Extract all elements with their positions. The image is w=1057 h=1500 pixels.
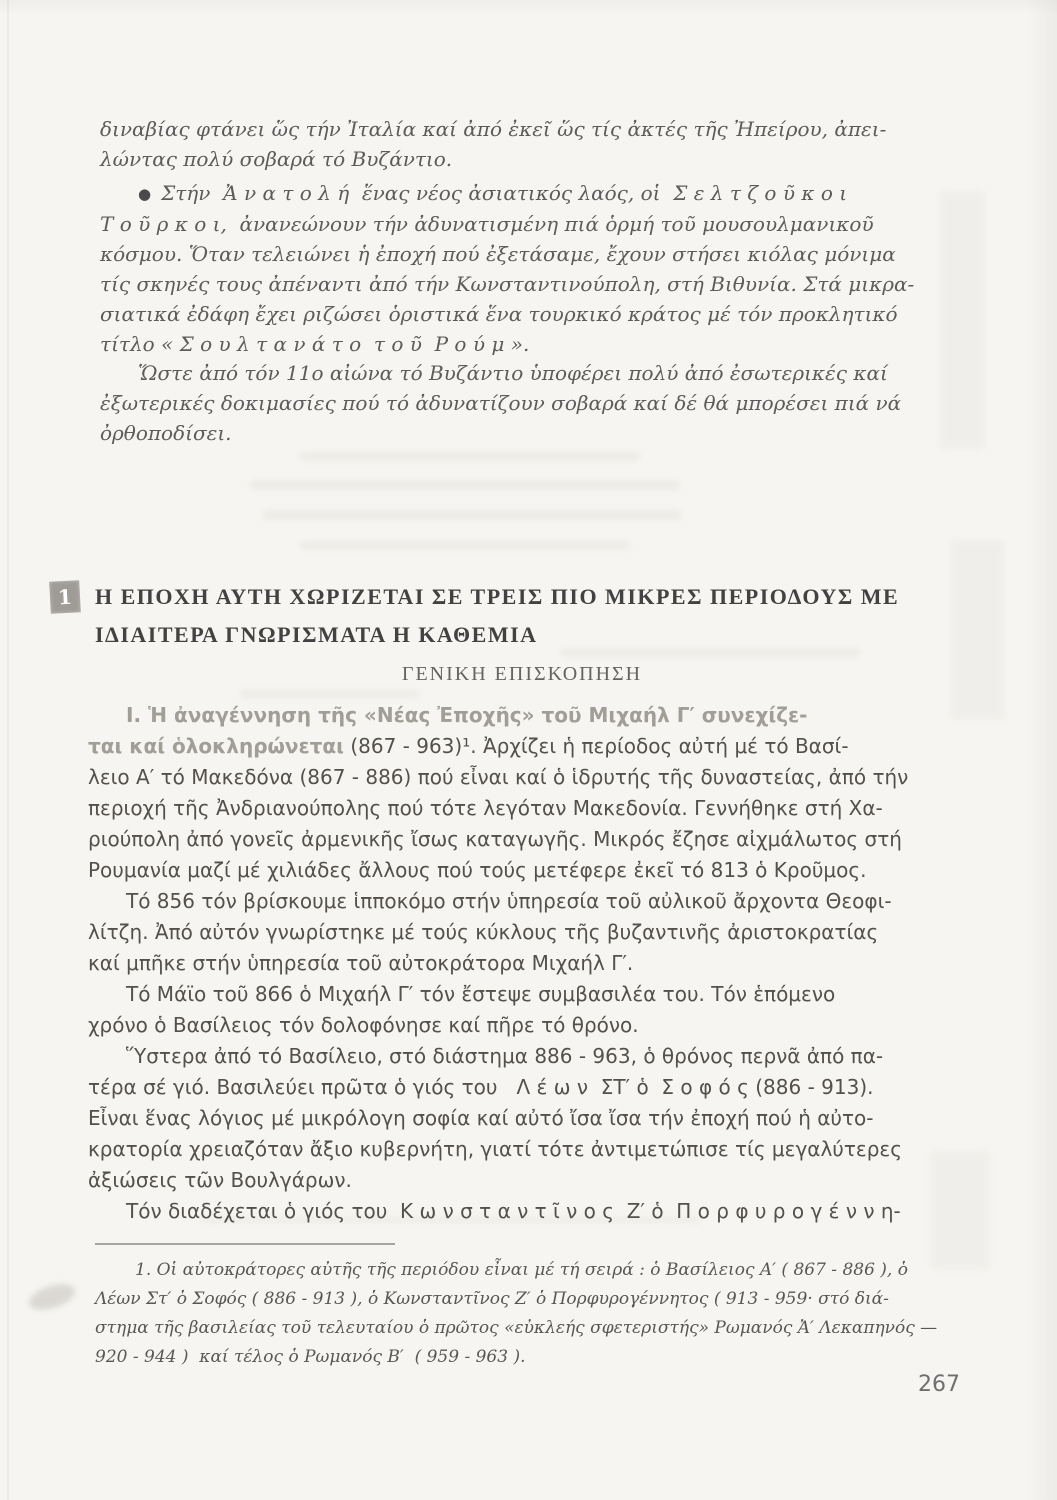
bleedthrough-ghost-line — [262, 510, 682, 520]
overview-body — [88, 700, 988, 1227]
text-line: Ὥστε ἀπό τόν 11ο αἰώνα τό Βυζάντιο ὑποφέρει πολύ ἀπό ἐσωτερικές καί — [138, 361, 888, 385]
text-line: ριούπολη ἀπό γονεῖς ἀρμενικῆς ἴσως καταγωγῆς. Μικρός ἔζησε αἰχμάλωτος στή — [88, 827, 902, 851]
bleedthrough-ghost-line — [250, 480, 680, 490]
overview-lead-line: Ι. Ἡ ἀναγέννηση τῆς «Νέας Ἐποχῆς» τοῦ Μιχαήλ Γ′ συνεχίζε- — [126, 703, 808, 727]
overview-lead-emphasis: ται καί ὁλοκληρώνεται — [88, 734, 344, 758]
text-line: Τόν διαδέχεται ὁ γιός του Κ ω ν σ τ α ν τ ῖ ν ο ς Ζ′ ὁ Π ο ρ φ υ ρ ο γ έ ν ν η- — [126, 1199, 901, 1223]
pencil-smudge — [26, 1279, 78, 1315]
section-heading — [95, 578, 965, 654]
section-heading-line: ΙΔΙΑΙΤΕΡΑ ΓΝΩΡΙΣΜΑΤΑ Η ΚΑΘΕΜΙΑ — [95, 622, 538, 647]
bleedthrough-ghost-column — [940, 190, 985, 450]
scan-shadow-right — [1027, 0, 1057, 1500]
text-line: Τό Μάϊο τοῦ 866 ὁ Μιχαήλ Γ′ τόν ἔστεψε συμβασιλέα του. Τόν ἑπόμενο — [126, 982, 836, 1006]
footnote-line: στημα τῆς βασιλείας τοῦ τελευταίου ὁ πρῶτος «εὐκλεής σφετεριστής» Ρωμανός Ἀ′ Λεκαπηνός — — [95, 1318, 938, 1338]
text-line: ἀξιώσεις τῶν Βουλγάρων. — [88, 1168, 352, 1192]
section-heading-line: Η ΕΠΟΧΗ ΑΥΤΗ ΧΩΡΙΖΕΤΑΙ ΣΕ ΤΡΕΙΣ ΠΙΟ ΜΙΚΡΕΣ ΠΕΡΙΟΔΟΥΣ ΜΕ — [95, 584, 900, 609]
footnote-line: 1. Οἱ αὐτοκράτορες αὐτῆς τῆς περιόδου εἶναι μέ τή σειρά : ὁ Βασίλειος Α′ ( 867 - 886 ), ὁ — [135, 1260, 908, 1280]
page-number: 267 — [918, 1372, 960, 1397]
text-line: σιατικά ἐδάφη ἔχει ριζώσει ὁριστικά ἕνα τουρκικό κράτος μέ τόν προκλητικό — [100, 302, 898, 326]
footnote-line: 920 - 944 ) καί τέλος ὁ Ρωμανός Β′ ( 959 - 963 ). — [95, 1347, 526, 1367]
text-line: περιοχή τῆς Ἀνδριανούπολης πού τότε λεγόταν Μακεδονία. Γεννήθηκε στή Χα- — [88, 796, 883, 820]
intro-paragraph-2 — [100, 178, 930, 359]
page-gutter-line — [7, 0, 9, 1500]
overview-title: ΓΕΝΙΚΗ ΕΠΙΣΚΟΠΗΣΗ — [401, 663, 643, 685]
text-line: τέρα σέ γιό. Βασιλεύει πρῶτα ὁ γιός του Λ έ ω ν ΣΤ′ ὁ Σ ο φ ό ς (886 - 913). — [88, 1075, 874, 1099]
text-line: ὀρθοποδίσει. — [100, 421, 232, 445]
text-line: Ρουμανία μαζί μέ χιλιάδες ἄλλους πού τούς μετέφερε ἐκεῖ τό 813 ὁ Κροῦμος. — [88, 858, 867, 882]
footnote-separator-rule — [95, 1243, 395, 1245]
scan-shadow-top — [0, 0, 1057, 14]
bleedthrough-ghost-line — [300, 452, 640, 461]
text-line: λειο Α′ τό Μακεδόνα (867 - 886) πού εἶναι καί ὁ ἱδρυτής τῆς δυναστείας, ἀπό τήν — [88, 765, 909, 789]
text-line: Στήν Ἀ ν α τ ο λ ή ἕνας νέος ἀσιατικός λαός, οἱ Σ ε λ τ ζ ο ῦ κ ο ι — [161, 181, 848, 205]
text-line: καί μπῆκε στήν ὑπηρεσία τοῦ αὐτοκράτορα Μιχαήλ Γ′. — [88, 951, 634, 975]
footnote — [95, 1256, 975, 1372]
text-line: (867 - 963)¹. Ἀρχίζει ἡ περίοδος αὐτή μέ τό Βασί- — [343, 734, 849, 758]
text-line — [100, 178, 930, 209]
text-line: κόσμου. Ὅταν τελειώνει ἡ ἐποχή πού ἐξετάσαμε, ἔχουν στήσει κιόλας μόνιμα — [100, 242, 896, 266]
section-number-badge: 1 — [49, 580, 81, 614]
text-line: ἐξωτερικές δοκιμασίες πού τό ἀδυνατίζουν σοβαρά καί δέ θά μπορέσει πιά νά — [100, 391, 902, 415]
intro-paragraph-1 — [100, 114, 930, 174]
overview-lead-line — [88, 731, 988, 762]
text-line: Ὕστερα ἀπό τό Βασίλειο, στό διάστημα 886 - 963, ὁ θρόνος περνᾶ ἀπό πα- — [126, 1044, 884, 1068]
footnote-line: Λέων Στ′ ὁ Σοφός ( 886 - 913 ), ὁ Κωνσταντῖνος Ζ′ ὁ Πορφυρογέννητος ( 913 - 959· στό διά- — [95, 1289, 889, 1309]
text-line: Εἶναι ἕνας λόγιος μέ μικρόλογη σοφία καί αὐτό ἴσα ἴσα τήν ἐποχή πού ἡ αὐτο- — [88, 1106, 874, 1130]
text-line: λώντας πολύ σοβαρά τό Βυζάντιο. — [100, 147, 453, 171]
text-line: Τ ο ῦ ρ κ ο ι, ἀνανεώνουν τήν ἀδυνατισμένη πιά ὁρμή τοῦ μουσουλμανικοῦ — [100, 212, 874, 236]
text-line: διναβίας φτάνει ὥς τήν Ἰταλία καί ἀπό ἐκεῖ ὥς τίς ἀκτές τῆς Ἠπείρου, ἀπει- — [100, 117, 887, 141]
text-line: τίς σκηνές τους ἀπέναντι ἀπό τήν Κωνσταντινούπολη, στή Βιθυνία. Στά μικρα- — [100, 272, 915, 296]
intro-paragraph-3 — [100, 358, 930, 448]
bleedthrough-ghost-line — [300, 541, 630, 550]
text-line: Τό 856 τόν βρίσκουμε ἱπποκόμο στήν ὑπηρεσία τοῦ αὐλικοῦ ἄρχοντα Θεοφι- — [126, 889, 892, 913]
text-line: χρόνο ὁ Βασίλειος τόν δολοφόνησε καί πῆρε τό θρόνο. — [88, 1013, 639, 1037]
text-line: λίτζη. Ἀπό αὐτόν γνωρίστηκε μέ τούς κύκλους τῆς βυζαντινῆς ἀριστοκρατίας — [88, 920, 879, 944]
text-line: τίτλο « Σ ο υ λ τ α ν ά τ ο τ ο ῦ Ρ ο ύ μ ». — [100, 332, 530, 356]
text-line: κρατορία χρειαζόταν ἄξιο κυβερνήτη, γιατί τότε ἀντιμετώπισε τίς μεγαλύτερες — [88, 1137, 902, 1161]
bleedthrough-ghost-line — [240, 690, 420, 698]
bullet-icon: ● — [138, 185, 152, 203]
